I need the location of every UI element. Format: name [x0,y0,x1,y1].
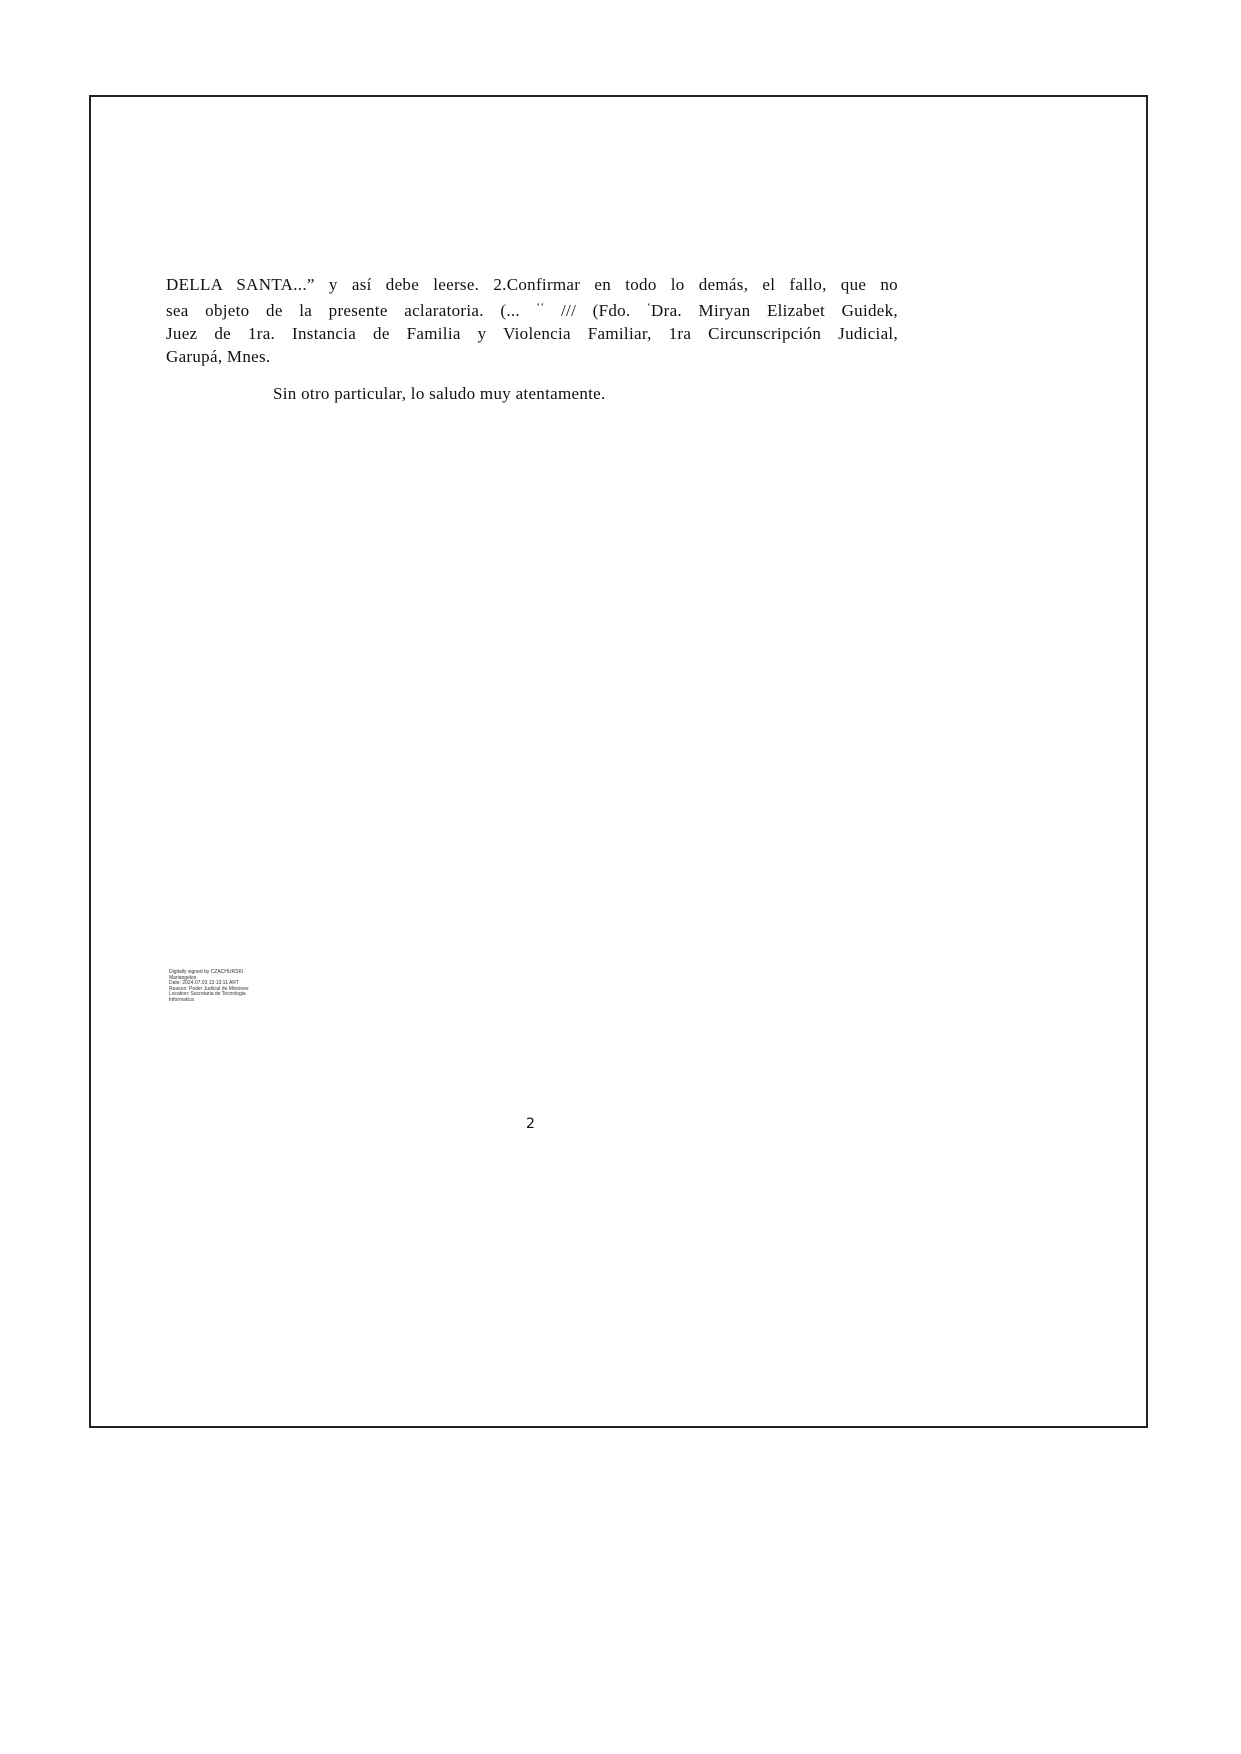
quote-mark: ʻ [647,301,652,313]
signature-line: Mariangeles [169,974,197,981]
paragraph-line-3: Juez de 1ra. Instancia de Familia y Violencia Familiar, 1ra Circunscripción Judicial, [166,324,898,343]
signature-line: Location: Secretaria de Tecnologia [169,991,246,998]
paragraph-line-1: DELLA SANTA...” y así debe leerse. 2.Confirmar en todo lo demás, el fallo, que no [166,275,898,294]
line-2-text-a: sea objeto de la presente aclaratoria. (... [166,301,537,320]
digital-signature-stamp [169,970,309,1004]
signature-line: Digitally signed by CZACHURSKI [169,969,244,975]
signature-line: Informatica [169,996,194,1003]
quote-mark: ʻʻ [536,301,545,313]
signature-line: Date: 2024.07.03 13:13:11 ART [169,980,239,987]
body-paragraph [166,273,898,368]
line-2-text-c: Dra. Miryan Elizabet Guidek, [651,301,898,320]
paragraph-line-2 [166,296,898,322]
line-2-text-b: /// (Fdo. [544,301,648,320]
paragraph-line-4: Garupá, Mnes. [166,347,271,366]
page-number: 2 [526,1116,535,1132]
closing-line: Sin otro particular, lo saludo muy atentamente. [273,384,606,403]
signature-line: Reason: Poder Judicial de Misiones [169,985,249,992]
